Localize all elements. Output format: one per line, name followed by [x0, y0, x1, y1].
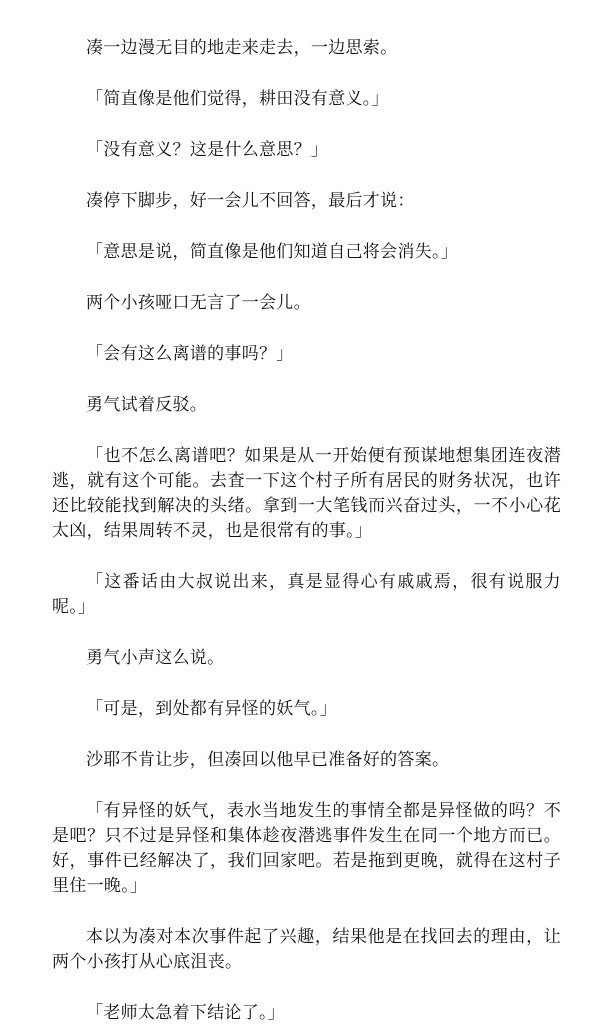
dialogue-paragraph: 「会有这么离谱的事吗？」	[86, 344, 294, 364]
paragraph: 勇气试着反驳。	[86, 395, 208, 415]
paragraph: 两个小孩哑口无言了一会儿。	[86, 293, 311, 313]
paragraph: 沙耶不肯让步，但凑回以他早已准备好的答案。	[86, 750, 450, 770]
dialogue-paragraph: 「可是，到处都有异怪的妖气。」	[86, 699, 337, 719]
dialogue-paragraph: 「意思是说，简直像是他们知道自己将会消失。」	[86, 242, 459, 262]
dialogue-paragraph: 「也不怎么离谱吧？如果是从一开始便有预谋地想集团连夜潜逃，就有这个可能。去査一下这个村子所有居民的财务状况，也许还比较能找到解决的头绪。拿到一大笔钱而兴奋过头，一不小心花太凶，结果周转不灵，也是很常有的事。」	[52, 446, 561, 541]
paragraph: 本以为凑对本次事件起了兴趣，结果他是在找回去的理由，让两个小孩打从心底沮丧。	[52, 927, 561, 972]
paragraph: 凑一边漫无目的地走来走去，一边思索。	[86, 38, 398, 58]
dialogue-paragraph: 「有异怪的妖气，表水当地发生的事情全都是异怪做的吗？不是吧？只不过是异怪和集体趁夜潜逃事件发生在同一个地方而已。好，事件已经解决了，我们回家吧。若是拖到更晚，就得在这村子里住一晚。」	[52, 801, 561, 896]
paragraph: 凑停下脚步，好一会儿不回答，最后才说：	[86, 191, 415, 211]
dialogue-paragraph: 「老师太急着下结论了。」	[86, 1003, 286, 1023]
paragraph: 勇气小声这么说。	[86, 648, 225, 668]
dialogue-paragraph: 「简直像是他们觉得，耕田没有意义。」	[86, 89, 389, 109]
dialogue-paragraph: 「这番话由大叔说出来，真是显得心有戚戚焉，很有说服力呢。」	[52, 572, 561, 617]
dialogue-paragraph: 「没有意义？这是什么意思？」	[86, 140, 329, 160]
